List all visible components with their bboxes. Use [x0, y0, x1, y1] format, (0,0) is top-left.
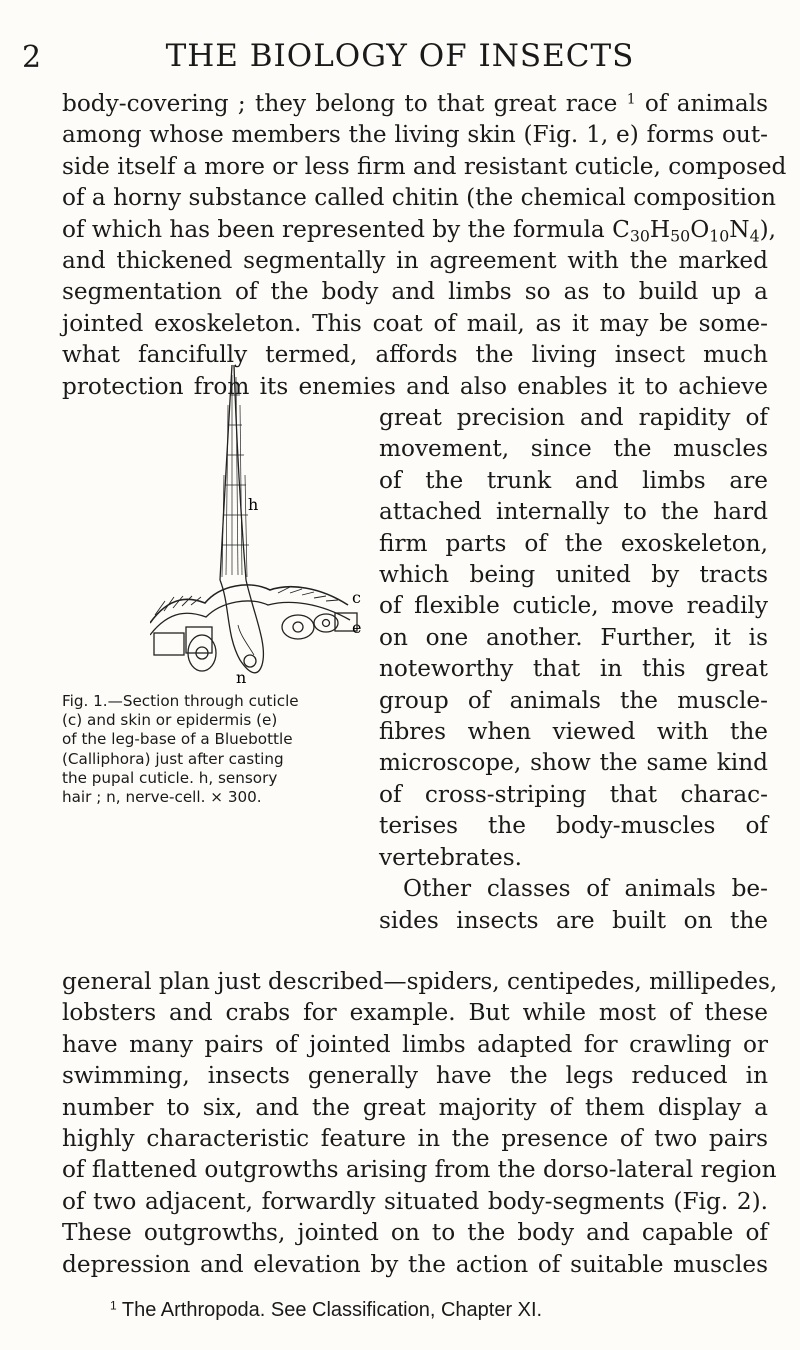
figure-label-h: h: [248, 495, 259, 514]
footnote-ref: 1: [626, 91, 636, 108]
body-text-right: [379, 402, 768, 936]
caption-line: Fig. 1.—Section through cuticle: [62, 692, 299, 710]
figure-label-c: c: [352, 588, 361, 607]
text-line: jointed exoskeleton. This coat of mail, as it may be some-: [62, 309, 768, 337]
figure-label-e: e: [352, 618, 362, 637]
text-line: vertebrates.: [379, 843, 523, 871]
text-line: noteworthy that in this great: [379, 655, 768, 683]
text-line: body-covering ; they belong to that great race $^1$ of animals: [62, 90, 769, 117]
text-line: of two adjacent, forwardly situated body-segments (Fig. 2).: [62, 1187, 768, 1215]
text-line: terises the body-muscles of: [379, 812, 768, 840]
text-line: on one another. Further, it is: [379, 623, 768, 651]
text-line: microscope, show the same kind: [379, 749, 768, 777]
footnote-text: The Arthropoda. See Classification, Chapter XI.: [121, 1299, 543, 1321]
text-line: side itself a more or less firm and resistant cuticle, composed: [62, 152, 787, 180]
body-text-top: [62, 88, 787, 402]
text-line: sides insects are built on the: [379, 906, 768, 934]
chemical-formula: $C_{30}H_{50}O_{10}N_4$),: [612, 215, 777, 246]
cuticle-section-illustration: [150, 365, 365, 685]
text-line: number to six, and the great majority of them display a: [62, 1093, 768, 1121]
body-text-bottom: [62, 966, 778, 1280]
caption-line: the pupal cuticle. h, sensory: [62, 768, 278, 787]
text-line: attached internally to the hard: [379, 498, 768, 526]
text-line: Other classes of animals be-: [403, 875, 768, 903]
footnote-marker: 1: [110, 1298, 117, 1313]
text-line: lobsters and crabs for example. But while most of these: [62, 999, 768, 1027]
text-line: and thickened segmentally in agreement with the marked: [62, 247, 768, 275]
text-line: firm parts of the exoskeleton,: [379, 529, 768, 557]
text-line: have many pairs of jointed limbs adapted for crawling or: [62, 1030, 768, 1058]
text-line: of flattened outgrowths arising from the dorso-lateral region: [62, 1156, 777, 1184]
text-line: of flexible cuticle, move readily: [379, 592, 768, 620]
text-line: of cross-striping that charac-: [379, 780, 768, 808]
text-line: fibres when viewed with the: [379, 718, 768, 746]
text-line: of which has been represented by the formula $C_{30}H_{50}O_{10}N_4$),: [62, 215, 777, 246]
running-head: THE BIOLOGY OF INSECTS: [165, 38, 635, 74]
text-line: segmentation of the body and limbs so as to build up a: [62, 278, 768, 306]
text-line: These outgrowths, jointed on to the body and capable of: [62, 1219, 768, 1247]
text-line: protection from its enemies and also enables it to achieve: [62, 372, 768, 400]
figure-caption: [62, 692, 373, 807]
text-line: group of animals the muscle-: [379, 686, 768, 714]
caption-line: (Calliphora) just after casting: [62, 749, 284, 768]
text-line: what fancifully termed, affords the living insect much: [62, 341, 768, 369]
text-line: highly characteristic feature in the presence of two pairs: [62, 1125, 768, 1153]
text-line: general plan just described—spiders, centipedes, millipedes,: [62, 968, 778, 995]
footnote: [110, 1299, 542, 1322]
page-number: 2: [22, 40, 42, 75]
text-line: great precision and rapidity of: [379, 404, 768, 431]
text-line: among whose members the living skin (Fig. 1, e) forms out-: [62, 121, 768, 149]
text-line: of the trunk and limbs are: [379, 466, 768, 494]
text-line: swimming, insects generally have the legs reduced in: [62, 1062, 768, 1090]
figure-label-n: n: [236, 668, 247, 685]
text-line: of a horny substance called chitin (the chemical composition: [62, 184, 776, 212]
text-line: which being united by tracts: [379, 561, 768, 589]
text-line: movement, since the muscles: [379, 435, 768, 463]
text-line: depression and elevation by the action of suitable muscles: [62, 1250, 768, 1278]
caption-line: of the leg-base of a Bluebottle: [62, 730, 293, 749]
figure-cuticle-section: [150, 365, 365, 685]
caption-line: (c) and skin or epidermis (e): [62, 711, 278, 730]
caption-line: hair ; n, nerve-cell. × 300.: [62, 788, 262, 807]
